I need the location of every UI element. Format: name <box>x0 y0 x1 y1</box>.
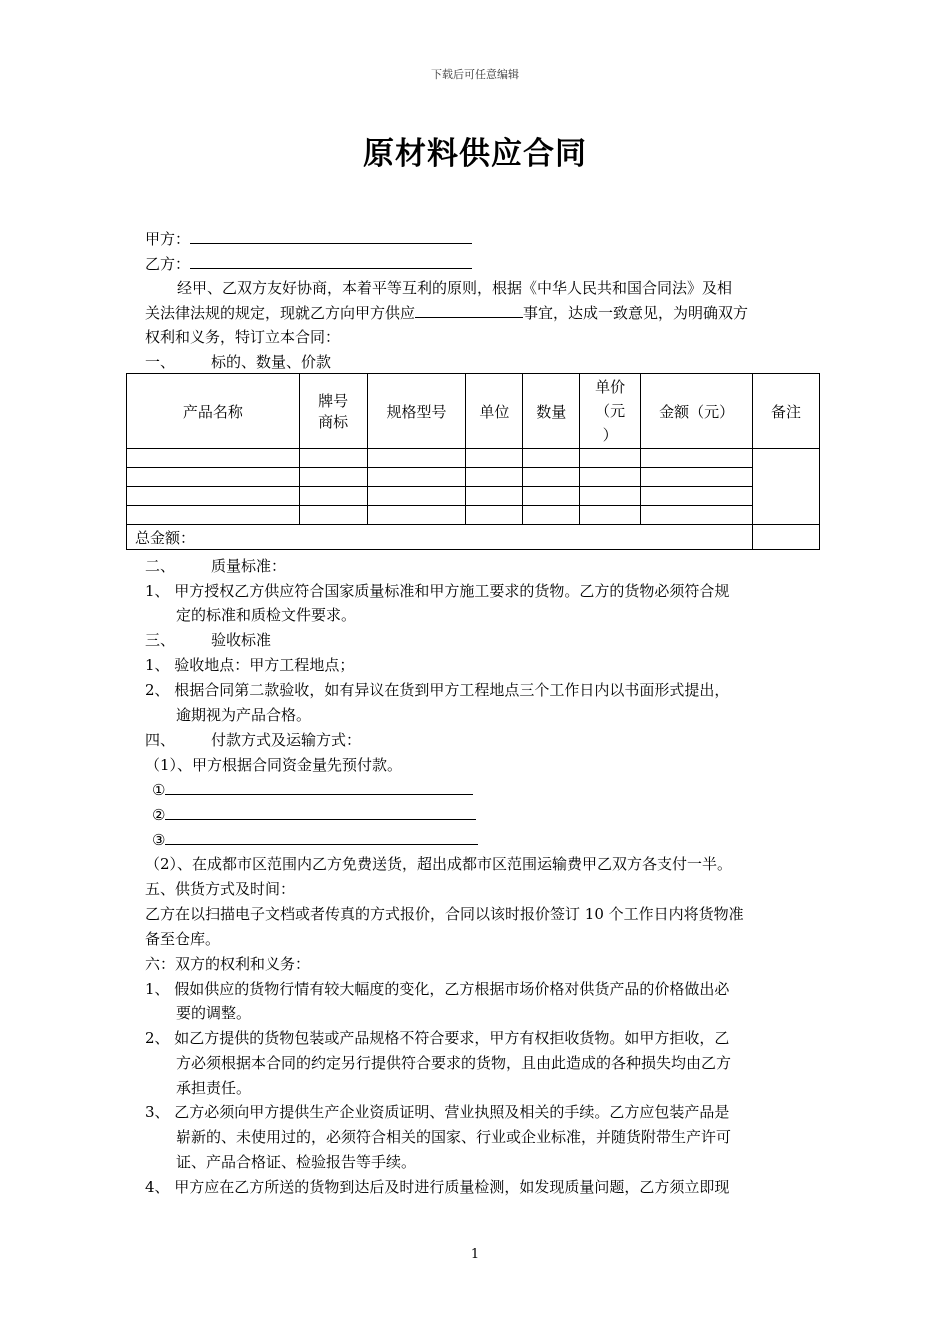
section-number: 一、 <box>145 353 176 371</box>
items-table <box>126 373 820 550</box>
col-brand-line1: 牌号 <box>318 392 349 410</box>
col-unit: 单位 <box>466 374 523 449</box>
sec6-item3-line1: 3、 乙方必须向甲方提供生产企业资质证明、营业执照及相关的手续。乙方应包装产品是 <box>145 1103 730 1121</box>
section-title: 质量标准： <box>211 557 287 575</box>
intro-line-2b: 事宜，达成一致意见，为明确双方 <box>523 304 749 322</box>
sec5-line-2: 备至仓库。 <box>145 930 221 948</box>
sec4-blank-3-line <box>152 829 478 850</box>
sec4-blank-3[interactable] <box>165 829 478 845</box>
total-note-cell[interactable] <box>753 525 820 550</box>
col-price <box>580 374 641 449</box>
party-b-label: 乙方： <box>145 255 191 273</box>
section-3-heading <box>145 630 271 650</box>
section-title: 付款方式及运输方式： <box>211 731 362 749</box>
sec4-blank-1-line <box>152 779 473 800</box>
sec3-item2-line1: 2、 根据合同第二款验收，如有异议在货到甲方工程地点三个工作日内以书面形式提出， <box>145 681 730 699</box>
sec2-item1-line2: 定的标准和质检文件要求。 <box>176 606 357 624</box>
section-2-heading <box>145 556 286 576</box>
intro-line-3: 权利和义务，特订立本合同： <box>145 328 341 346</box>
total-row <box>127 525 820 550</box>
table-row <box>127 487 820 506</box>
intro-line-2a: 关法律法规的规定，现就乙方向甲方供应 <box>145 304 416 322</box>
col-qty: 数量 <box>523 374 580 449</box>
sec6-item3-line2: 崭新的、未使用过的，必须符合相关的国家、行业或企业标准，并随货附带生产许可 <box>176 1128 732 1146</box>
page-number: 1 <box>470 1247 480 1262</box>
cell[interactable] <box>641 506 753 525</box>
cell[interactable] <box>580 449 641 468</box>
total-amount-label: 总金额： <box>127 525 753 550</box>
col-note: 备注 <box>753 374 820 449</box>
table-row <box>127 468 820 487</box>
cell[interactable] <box>299 468 367 487</box>
intro-line-2 <box>145 302 748 323</box>
cell[interactable] <box>580 506 641 525</box>
col-brand <box>299 374 367 449</box>
col-product: 产品名称 <box>127 374 300 449</box>
cell[interactable] <box>367 506 466 525</box>
sec6-item1-line2: 要的调整。 <box>176 1004 252 1022</box>
cell[interactable] <box>466 487 523 506</box>
sec6-item4-line1: 4、 甲方应在乙方所送的货物到达后及时进行质量检测，如发现质量问题，乙方须立即现 <box>145 1178 730 1196</box>
intro-line-1: 经甲、乙双方友好协商，本着平等互利的原则，根据《中华人民共和国合同法》及相 <box>177 279 733 297</box>
cell[interactable] <box>299 506 367 525</box>
cell[interactable] <box>367 449 466 468</box>
col-spec: 规格型号 <box>367 374 466 449</box>
section-4-heading <box>145 730 361 750</box>
section-1-heading <box>145 352 331 372</box>
sec6-item2-line1: 2、 如乙方提供的货物包装或产品规格不符合要求，甲方有权拒收货物。如甲方拒收，乙 <box>145 1029 730 1047</box>
cell[interactable] <box>466 449 523 468</box>
table-row <box>127 449 820 468</box>
section-6-heading: 六：双方的权利和义务： <box>145 955 311 973</box>
cell[interactable] <box>127 506 300 525</box>
cell[interactable] <box>641 468 753 487</box>
cell[interactable] <box>299 487 367 506</box>
cell[interactable] <box>466 506 523 525</box>
col-brand-line2: 商标 <box>318 413 349 431</box>
note-cell[interactable] <box>753 449 820 525</box>
section-title: 验收标准 <box>211 631 272 649</box>
table-row <box>127 506 820 525</box>
sec5-line-1: 乙方在以扫描电子文档或者传真的方式报价，合同以该时报价签订 10 个工作日内将货物准 <box>145 905 744 923</box>
sec6-item1-line1: 1、 假如供应的货物行情有较大幅度的变化，乙方根据市场价格对供货产品的价格做出必 <box>145 980 730 998</box>
supply-item-blank[interactable] <box>415 302 523 318</box>
cell[interactable] <box>523 449 580 468</box>
cell[interactable] <box>523 506 580 525</box>
party-b-line <box>145 253 472 274</box>
sec4-blank-1[interactable] <box>165 779 473 795</box>
section-number: 四、 <box>145 731 176 749</box>
cell[interactable] <box>367 468 466 487</box>
cell[interactable] <box>641 449 753 468</box>
cell[interactable] <box>523 468 580 487</box>
circled-1: ① <box>152 781 166 799</box>
header-note: 下载后可任意编辑 <box>431 68 519 81</box>
col-price-line3: ） <box>602 426 618 444</box>
section-number: 三、 <box>145 631 176 649</box>
sec3-item1: 1、 验收地点：甲方工程地点； <box>145 656 355 674</box>
section-5-heading: 五、供货方式及时间： <box>145 880 296 898</box>
cell[interactable] <box>580 468 641 487</box>
circled-3: ③ <box>152 831 166 849</box>
sec4-paragraph-2: （2）、在成都市区范围内乙方免费送货，超出成都市区范围运输费甲乙双方各支付一半。 <box>145 855 733 873</box>
page-title: 原材料供应合同 <box>363 136 587 172</box>
party-a-label: 甲方： <box>145 230 191 248</box>
cell[interactable] <box>466 468 523 487</box>
col-price-line1: 单价 <box>595 378 626 396</box>
cell[interactable] <box>127 449 300 468</box>
sec4-paragraph-1: （1）、甲方根据合同资金量先预付款。 <box>145 756 403 774</box>
col-amount: 金额（元） <box>641 374 753 449</box>
cell[interactable] <box>580 487 641 506</box>
circled-2: ② <box>152 806 166 824</box>
cell[interactable] <box>641 487 753 506</box>
section-title: 标的、数量、价款 <box>211 353 332 371</box>
col-price-line2: （元 <box>595 402 626 420</box>
sec6-item2-line2: 方必须根据本合同的约定另行提供符合要求的货物，且由此造成的各种损失均由乙方 <box>176 1054 732 1072</box>
cell[interactable] <box>367 487 466 506</box>
cell[interactable] <box>299 449 367 468</box>
sec3-item2-line2: 逾期视为产品合格。 <box>176 706 312 724</box>
cell[interactable] <box>127 487 300 506</box>
sec6-item3-line3: 证、产品合格证、检验报告等手续。 <box>176 1153 417 1171</box>
party-b-blank[interactable] <box>190 253 472 269</box>
cell[interactable] <box>523 487 580 506</box>
cell[interactable] <box>127 468 300 487</box>
sec4-blank-2[interactable] <box>165 804 476 820</box>
table-header-row <box>127 374 820 449</box>
party-a-blank[interactable] <box>190 228 472 244</box>
sec4-blank-2-line <box>152 804 476 825</box>
party-a-line <box>145 228 472 249</box>
sec2-item1-line1: 1、 甲方授权乙方供应符合国家质量标准和甲方施工要求的货物。乙方的货物必须符合规 <box>145 582 730 600</box>
sec6-item2-line3: 承担责任。 <box>176 1079 252 1097</box>
section-number: 二、 <box>145 557 176 575</box>
